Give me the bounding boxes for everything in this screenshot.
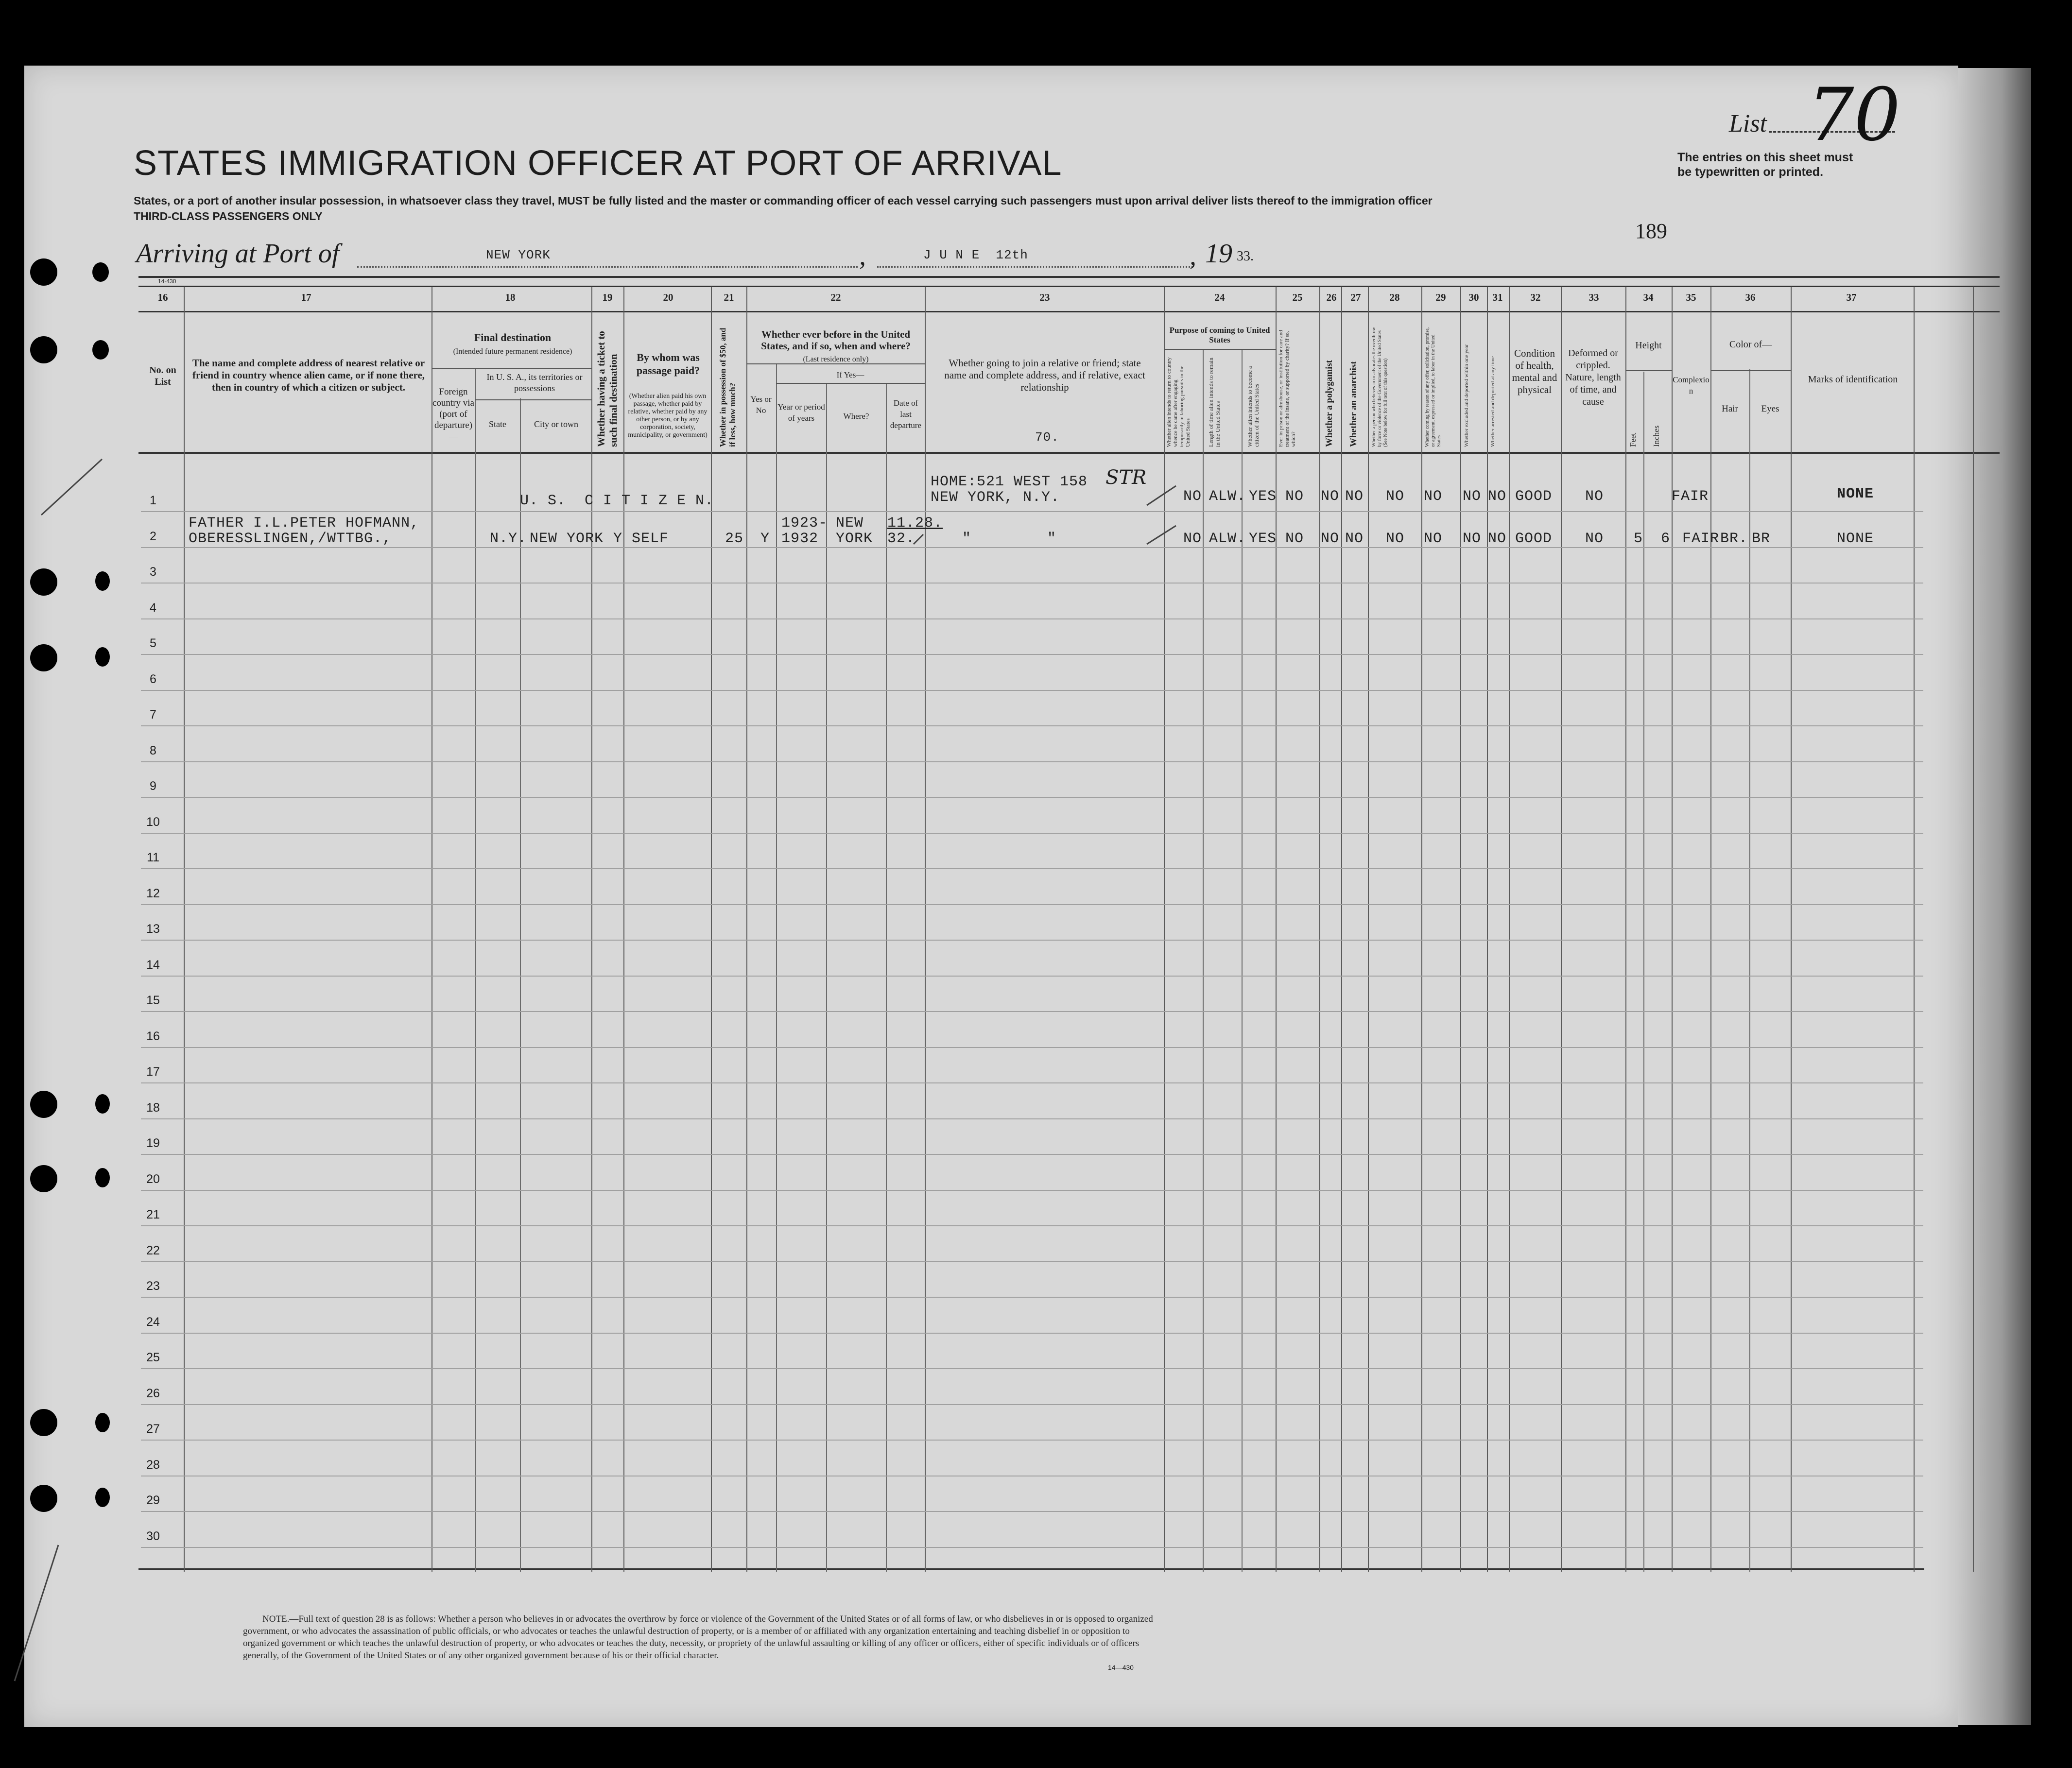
row-number: 22	[146, 1244, 160, 1257]
col16-header: No. on List	[149, 365, 176, 387]
row2-c35: FAIR	[1682, 531, 1720, 547]
col-number: 23	[1039, 292, 1050, 303]
row-number: 11	[147, 851, 159, 864]
subtitle-line-1: States, or a port of another insular possession, in whatsoever class they travel, MUST be fully listed and the master or commanding officer of each vessel carrying such passengers must upon arrival deliver lists thereof to the immigration officer	[134, 194, 1433, 207]
col18-foreign: Foreign country via (port of departure)—	[432, 387, 474, 442]
row-number: 4	[150, 601, 156, 615]
row1-join-line1: HOME:521 WEST 158	[931, 474, 1088, 490]
year-suffix: 33.	[1237, 249, 1254, 264]
page-number: 189	[1635, 219, 1667, 243]
row2-c33: NO	[1585, 531, 1604, 547]
row1-c30: NO	[1463, 488, 1482, 505]
col19-header: Whether having a ticket to such final destination	[595, 331, 619, 447]
col34-feet: Feet	[1628, 432, 1638, 447]
row2-c36-hair: BR.	[1720, 531, 1748, 547]
row1-c37: NONE	[1837, 486, 1874, 502]
col-number: 29	[1435, 292, 1446, 303]
row1-c28: NO	[1386, 488, 1405, 505]
row2-c36-eyes: BR	[1752, 531, 1771, 547]
row1-c26: NO	[1321, 488, 1340, 505]
col-number: 24	[1214, 292, 1225, 303]
col-number: 30	[1468, 292, 1479, 303]
row-number: 17	[146, 1065, 160, 1079]
row1-c24a: NO	[1183, 488, 1202, 505]
col-number: 31	[1492, 292, 1503, 303]
row1-c24c: YES	[1249, 488, 1277, 505]
col33-header: Deformed or crippled. Nature, length of time, and cause	[1565, 348, 1621, 407]
row2-c24a: NO	[1183, 531, 1202, 547]
col32-header: Condition of health, mental and physical	[1512, 347, 1557, 395]
row2-where-line2: YORK	[836, 531, 873, 547]
row-number: 6	[150, 672, 156, 686]
comma: ,	[1190, 241, 1196, 271]
row-number: 1	[150, 494, 156, 507]
row2-ticket: Y	[613, 531, 623, 547]
col22-subtitle: (Last residence only)	[803, 355, 869, 363]
row2-c34-inches: 6	[1661, 531, 1671, 547]
row-number: 29	[146, 1493, 160, 1507]
row-number: 30	[146, 1529, 160, 1543]
col22-year: Year or period of years	[777, 402, 825, 423]
row2-c30: NO	[1463, 531, 1482, 547]
row-number: 18	[146, 1101, 160, 1115]
list-number: 70	[1808, 73, 1900, 157]
row1-c27: NO	[1345, 488, 1364, 505]
row2-ditto-1: "	[962, 531, 972, 547]
row1-c32: GOOD	[1515, 488, 1553, 505]
col-number: 27	[1350, 292, 1361, 303]
row1-c29: NO	[1424, 488, 1443, 505]
col-number: 28	[1389, 292, 1400, 303]
row-number: 3	[150, 565, 156, 579]
row2-years-line1: 1923-	[781, 515, 828, 532]
col-number: 34	[1643, 292, 1654, 303]
col22-yesno: Yes or No	[750, 395, 772, 415]
row2-c25: NO	[1285, 531, 1304, 547]
row-number: 13	[146, 922, 160, 936]
row2-c24b: ALW.	[1209, 531, 1246, 547]
row2-c37: NONE	[1837, 531, 1874, 547]
row-number: 28	[146, 1458, 160, 1472]
instruction-line-2: be typewritten or printed.	[1677, 165, 1824, 179]
row2-where-line1: NEW	[836, 515, 864, 532]
row2-relative-line1: FATHER I.L.PETER HOFMANN,	[189, 515, 420, 532]
col25-header: Ever in prison or almshouse, or institution for care and treatment of the insane, or supported by charity? If so, which?	[1278, 330, 1296, 447]
row2-c28: NO	[1386, 531, 1405, 547]
row-number: 26	[146, 1387, 160, 1400]
row2-c24c: YES	[1249, 531, 1277, 547]
row2-date-line1: 11.28.	[887, 515, 943, 532]
row2-before: Y	[760, 531, 770, 547]
col24-a-header: Whether alien intends to return to country whence he came after engaging temporarily in laboring pursuits in the United States	[1166, 357, 1191, 447]
col27-header: Whether an anarchist	[1348, 361, 1359, 447]
col23-number: 70.	[1035, 430, 1059, 445]
col18-state: State	[489, 419, 506, 429]
row1-c25: NO	[1285, 488, 1304, 505]
col29-header: Whether coming by reason of any offer, solicitation, promise, or agreement, expressed or implied, to labor in the United States	[1425, 327, 1442, 447]
col35-header: Complexion	[1673, 375, 1709, 395]
row-number: 8	[150, 744, 156, 757]
col37-header: Marks of identification	[1808, 374, 1898, 385]
col22-title: Whether ever before in the United States, and if so, when and where?	[761, 328, 911, 352]
row-number: 27	[146, 1422, 160, 1436]
col24-b-header: Length of time alien intends to remain in the United States	[1208, 358, 1221, 447]
col34-inches: Inches	[1652, 425, 1661, 447]
page-title: STATES IMMIGRATION OFFICER AT PORT OF ARRIVAL	[134, 144, 1062, 183]
row1-c31: NO	[1488, 488, 1507, 505]
row2-c34-feet: 5	[1634, 531, 1643, 547]
footer-note: NOTE.—Full text of question 28 is as follows: Whether a person who believes in or advocates the overthrow by force or violence of the Government of the United States or of all forms of law, or who disbelieves in or is opposed to organized government, or who advocates the assassination of public officials, or who advocates or teaches the unlawful destruction of property, or is a member of or affiliated with any organization entertaining and teaching disbelief in or opposition to organized government or which teaches the unlawful destruction of property, or who advocates or teaches the duty, necessity, or propriety of the unlawful assaulting or killing of any officer or officers, either of specific individuals or of officers generally, of the Government of the United States or of any other organized government because of his or their official character.	[243, 1614, 1153, 1661]
col28-header: Whether a person who believes in or advocates the overthrow by force or violence of the Government of the United States (See Note below for full text of this question)	[1371, 327, 1388, 447]
col22-ifyes: If Yes—	[836, 370, 864, 379]
col36-eyes: Eyes	[1761, 404, 1779, 414]
row-number: 23	[146, 1279, 160, 1293]
arrival-port: NEW YORK	[486, 248, 551, 262]
row2-date-line2: 32.	[887, 531, 915, 547]
col20-title: By whom was passage paid?	[636, 351, 700, 377]
year-prefix: 19	[1205, 239, 1232, 269]
col-number: 18	[505, 292, 516, 303]
col36-title: Color of—	[1729, 339, 1772, 350]
col-number: 26	[1326, 292, 1337, 303]
row-number: 5	[150, 636, 156, 650]
subtitle-line-2: THIRD-CLASS PASSENGERS ONLY	[134, 210, 323, 223]
col26-header: Whether a polygamist	[1324, 360, 1334, 447]
arriving-label: Arriving at Port of	[136, 239, 340, 269]
row2-c29: NO	[1424, 531, 1443, 547]
row1-c35: FAIR	[1672, 488, 1709, 505]
col18-city: City or town	[534, 419, 578, 429]
row-number: 7	[150, 708, 156, 721]
row2-paid-by: SELF	[632, 531, 669, 547]
col-number: 19	[602, 292, 613, 303]
row1-final-destination: U. S. C I T I Z E N.	[520, 493, 714, 509]
row-number: 16	[146, 1030, 160, 1043]
col-number: 37	[1846, 292, 1857, 303]
row2-c26: NO	[1321, 531, 1340, 547]
col24-title: Purpose of coming to United States	[1169, 326, 1270, 344]
row2-ditto-2: "	[1047, 531, 1057, 547]
col21-header: Whether in possession of $50, and if less, how much?	[718, 327, 737, 447]
row-number: 10	[146, 815, 160, 829]
row2-money: 25	[725, 531, 744, 547]
list-label: List	[1729, 110, 1767, 137]
col17-header: The name and complete address of nearest relative or friend in country whence alien came, or if none there, then in country of which a citizen or subject.	[192, 357, 425, 393]
col34-title: Height	[1635, 340, 1662, 351]
row1-join-hand: STR	[1105, 466, 1147, 489]
row1-join-line2: NEW YORK, N.Y.	[931, 489, 1060, 506]
row1-c24b: ALW.	[1209, 488, 1246, 505]
row-number: 24	[146, 1315, 160, 1329]
col-number: 21	[724, 292, 734, 303]
col30-header: Whether excluded and deported within one year	[1464, 344, 1469, 447]
instruction-line-1: The entries on this sheet must	[1677, 151, 1853, 164]
col-number: 17	[301, 292, 311, 303]
col-number: 35	[1686, 292, 1696, 303]
row2-c31: NO	[1488, 531, 1507, 547]
col18-usa: In U. S. A., its territories or possessions	[486, 372, 583, 393]
col-number: 25	[1292, 292, 1303, 303]
row2-state: N.Y.	[490, 531, 527, 547]
col36-hair: Hair	[1722, 404, 1738, 414]
col23-header: Whether going to join a relative or friend; state name and complete address, and if relative, exact relationship	[944, 357, 1145, 393]
row-number: 14	[146, 958, 160, 972]
col-number: 32	[1530, 292, 1541, 303]
col18-subtitle: (Intended future permanent residence)	[453, 347, 572, 356]
col22-where: Where?	[843, 412, 869, 421]
row-number: 20	[146, 1172, 160, 1186]
row-number: 9	[150, 779, 156, 793]
row2-c27: NO	[1345, 531, 1364, 547]
col-number: 16	[157, 292, 168, 303]
col-number: 36	[1745, 292, 1756, 303]
row-number: 2	[150, 530, 156, 543]
row2-years-line2: 1932	[781, 531, 819, 547]
comma: ,	[859, 241, 866, 271]
col24-c-header: Whether alien intends to become a citizen of the United States	[1246, 366, 1260, 447]
row1-c33: NO	[1585, 488, 1604, 505]
form-code: 14-430	[158, 278, 176, 285]
row-number: 19	[146, 1136, 160, 1150]
col20-subtitle: (Whether alien paid his own passage, whether paid by relative, whether paid by any other person, or by any corporation, society, municipality, or government)	[628, 393, 708, 439]
row2-city: NEW YORK	[530, 531, 604, 547]
arrival-date: J U N E 12th	[923, 248, 1028, 262]
row2-relative-line2: OBERESSLINGEN,/WTTBG.,	[189, 531, 392, 547]
row2-c32: GOOD	[1515, 531, 1553, 547]
row-number: 15	[146, 994, 160, 1007]
row-number: 21	[146, 1208, 160, 1221]
col31-header: Whether arrested and deported at any time	[1490, 356, 1496, 447]
row-number: 25	[146, 1351, 160, 1364]
col-number: 20	[663, 292, 673, 303]
footer-code: 14—430	[1108, 1664, 1134, 1671]
col-number: 33	[1589, 292, 1599, 303]
col18-title: Final destination	[474, 331, 552, 343]
row-number: 12	[146, 887, 160, 900]
col22-date: Date of last departure	[890, 398, 922, 430]
col-number: 22	[830, 292, 841, 303]
